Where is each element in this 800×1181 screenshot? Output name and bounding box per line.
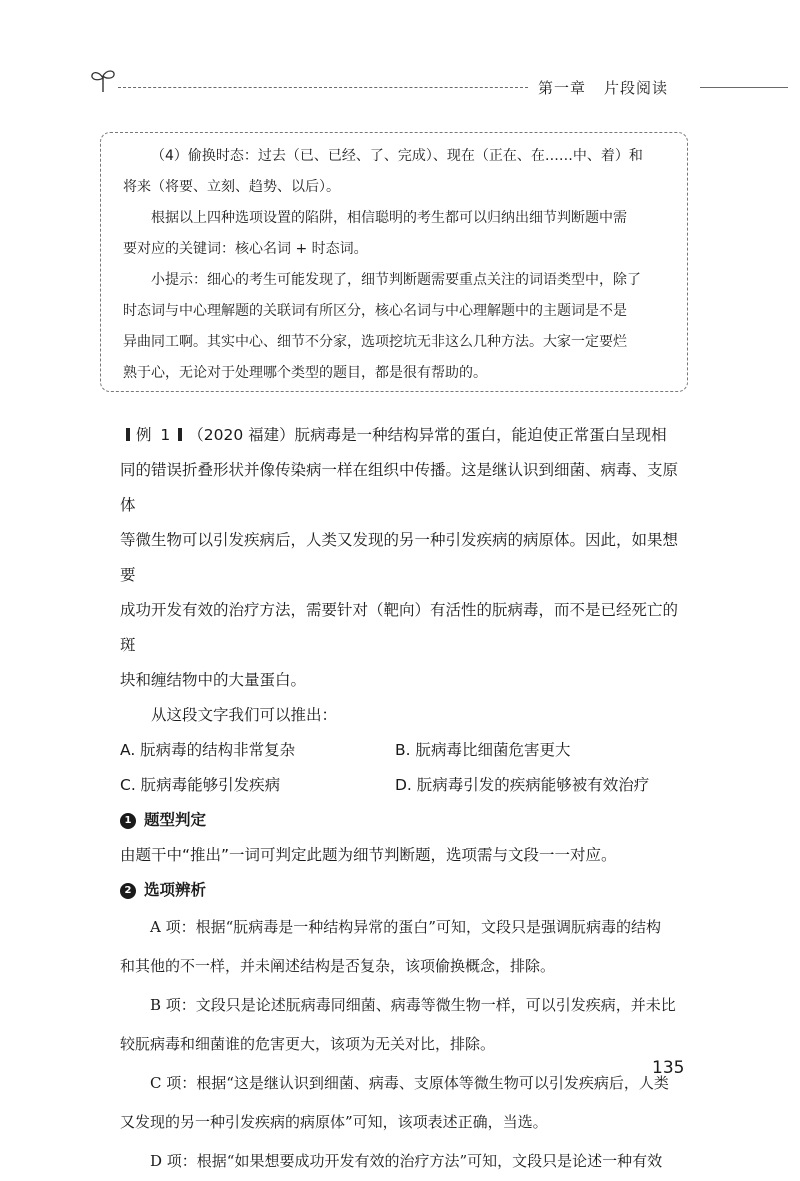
example-first-line [120,418,690,453]
section-title: 题型判定 [144,811,207,829]
option-analysis [120,908,690,1181]
example-line: 等微生物可以引发疾病后，人类又发现的另一种引发疾病的病原体。因此，如果想要 [120,531,679,584]
page-header [88,60,700,100]
example-source: （2020 福建） [188,426,295,444]
example-label: 例 1 [136,426,173,444]
tip-line: （4）偷换时态：过去（已、已经、了、完成）、现在（正在、在……中、着）和 [151,148,643,164]
tip-line: 异曲同工啊。其实中心、细节不分家，选项挖坑无非这么几种方法。大家一定要烂 [123,334,627,350]
bracket-mark-icon [178,428,182,441]
tip-line: 时态词与中心理解题的关联词有所区分，核心名词与中心理解题中的主题词是不是 [123,303,627,319]
page-number: 135 [652,1058,685,1078]
header-rule [700,87,788,88]
analysis-line: 和其他的不一样，并未阐述结构是否复杂，该项偷换概念，排除。 [120,957,556,975]
section-label: 片段阅读 [604,79,669,97]
analysis-line: B 项：文段只是论述朊病毒同细菌、病毒等微生物一样，可以引发疾病，并未比 [150,996,676,1014]
analysis-line: D 项：根据“如果想要成功开发有效的治疗方法”可知，文段只是论述一种有效 [150,1152,663,1170]
analysis-line: C 项：根据“这是继认识到细菌、病毒、支原体等微生物可以引发疾病后，人类 [150,1074,669,1092]
answer-options [120,733,690,803]
main-content [120,418,690,1181]
example-line: 朊病毒是一种结构异常的蛋白，能迫使正常蛋白呈现相 [294,426,667,444]
sprout-icon [88,66,118,94]
analysis-line: A 项：根据“朊病毒是一种结构异常的蛋白”可知，文段只是强调朊病毒的结构 [150,918,661,936]
chapter-title [538,77,668,98]
number-badge-icon: 1 [120,813,136,829]
analysis-line: 又发现的另一种引发疾病的病原体”可知，该项表述正确，当选。 [120,1113,548,1131]
tip-line: 小提示：细心的考生可能发现了，细节判断题需要重点关注的词语类型中，除了 [151,272,641,288]
tip-box [100,132,688,392]
analysis-line: 较朊病毒和细菌谁的危害更大，该项为无关对比，排除。 [120,1035,496,1053]
example-line: 成功开发有效的治疗方法，需要针对（靶向）有活性的朊病毒，而不是已经死亡的斑 [120,601,679,654]
tip-line: 根据以上四种选项设置的陷阱，相信聪明的考生都可以归纳出细节判断题中需 [151,210,627,226]
section-title: 选项辨析 [144,881,207,899]
option-d: D. 朊病毒引发的疾病能够被有效治疗 [395,776,650,794]
option-b: B. 朊病毒比细菌危害更大 [395,741,571,759]
example-line: 同的错误折叠形状并像传染病一样在组织中传播。这是继认识到细菌、病毒、支原体 [120,461,679,514]
option-c: C. 朊病毒能够引发疾病 [120,776,281,794]
number-badge-icon: 2 [120,883,136,899]
question-stem: 从这段文字我们可以推出： [151,706,338,724]
option-a: A. 朊病毒的结构非常复杂 [120,741,296,759]
section-heading [120,873,690,908]
chapter-label: 第一章 [538,79,587,97]
section-text: 由题干中“推出”一词可判定此题为细节判断题，选项需与文段一一对应。 [120,846,617,864]
tip-line: 熟于心，无论对于处理哪个类型的题目，都是很有帮助的。 [123,365,487,381]
header-dashed-rule [118,87,528,88]
section-heading [120,803,690,838]
tip-line: 将来（将要、立刻、趋势、以后）。 [123,179,340,195]
bracket-mark-icon [126,428,130,441]
example-line: 块和缠结物中的大量蛋白。 [120,671,307,689]
tip-line: 要对应的关键词：核心名词 + 时态词。 [123,241,368,257]
